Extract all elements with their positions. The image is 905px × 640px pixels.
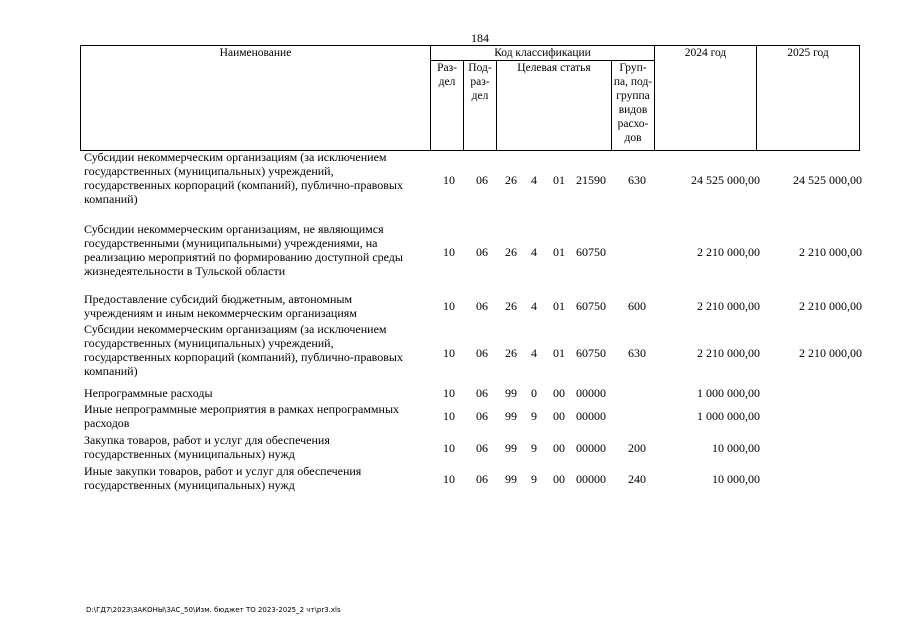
sum-2024-cell: 1 000 000,00 — [697, 386, 760, 400]
row-name: Субсидии некоммерческим организациям (за исключением государственных (муниципальных) учреждений, государственных корпораций (компаний), публично-правовых компаний) — [84, 322, 403, 378]
target-part3-cell: 01 — [553, 173, 565, 187]
razdel-cell: 10 — [443, 441, 455, 455]
table-row — [0, 292, 905, 322]
target-part2-cell: 4 — [531, 245, 537, 259]
target-part1-cell: 99 — [505, 409, 517, 423]
razdel-cell: 10 — [443, 386, 455, 400]
podrazdel-cell: 06 — [476, 386, 488, 400]
target-part3-cell: 00 — [553, 441, 565, 455]
row-name: Иные закупки товаров, работ и услуг для обеспечения государственных (муниципальных) нужд — [84, 464, 362, 492]
col-name-header: Наименование — [81, 46, 431, 151]
col-2024-header: 2024 год — [655, 46, 757, 151]
row-name: Предоставление субсидий бюджетным, автономным учреждениям и иным некоммерческим организациям — [84, 292, 357, 320]
table-row — [0, 150, 905, 210]
table-row — [0, 402, 905, 432]
row-name: Закупка товаров, работ и услуг для обеспечения государственных (муниципальных) нужд — [84, 433, 330, 461]
table-row — [0, 386, 905, 402]
razdel-cell: 10 — [443, 245, 455, 259]
razdel-cell: 10 — [443, 409, 455, 423]
col-2025-header: 2025 год — [757, 46, 860, 151]
target-part2-cell: 4 — [531, 173, 537, 187]
target-part4-cell: 00000 — [576, 409, 606, 423]
sum-2024-cell: 24 525 000,00 — [691, 173, 760, 187]
target-part1-cell: 26 — [505, 299, 517, 313]
podrazdel-cell: 06 — [476, 472, 488, 486]
row-name: Субсидии некоммерческим организациям (за исключением государственных (муниципальных) учреждений, государственных корпораций (компаний), публично-правовых компаний) — [84, 150, 403, 206]
table-row — [0, 322, 905, 382]
group-cell: 600 — [628, 299, 646, 313]
target-part2-cell: 9 — [531, 441, 537, 455]
table-row — [0, 464, 905, 494]
page-number: 184 — [471, 31, 489, 45]
target-part1-cell: 26 — [505, 173, 517, 187]
target-part1-cell: 26 — [505, 346, 517, 360]
target-part4-cell: 00000 — [576, 386, 606, 400]
row-name: Иные непрограммные мероприятия в рамках непрограммных расходов — [84, 402, 400, 430]
target-part4-cell: 00000 — [576, 441, 606, 455]
target-part3-cell: 01 — [553, 299, 565, 313]
table-row — [0, 433, 905, 463]
target-part3-cell: 00 — [553, 409, 565, 423]
sum-2024-cell: 1 000 000,00 — [697, 409, 760, 423]
sum-2025-cell: 2 210 000,00 — [799, 245, 862, 259]
table-header — [80, 45, 860, 151]
target-part4-cell: 60750 — [576, 299, 606, 313]
sum-2024-cell: 2 210 000,00 — [697, 346, 760, 360]
sum-2024-cell: 2 210 000,00 — [697, 299, 760, 313]
podrazdel-cell: 06 — [476, 245, 488, 259]
razdel-cell: 10 — [443, 173, 455, 187]
sum-2025-cell: 2 210 000,00 — [799, 299, 862, 313]
col-podrazdel-header: Под- раз- дел — [464, 61, 497, 151]
razdel-cell: 10 — [443, 472, 455, 486]
target-part1-cell: 99 — [505, 441, 517, 455]
podrazdel-cell: 06 — [476, 299, 488, 313]
sum-2024-cell: 10 000,00 — [712, 472, 760, 486]
group-cell: 240 — [628, 472, 646, 486]
col-target-header: Целевая статья — [497, 61, 612, 151]
col-code-header: Код классификации — [431, 46, 655, 61]
razdel-cell: 10 — [443, 346, 455, 360]
group-cell: 630 — [628, 346, 646, 360]
target-part3-cell: 01 — [553, 346, 565, 360]
target-part2-cell: 9 — [531, 409, 537, 423]
target-part1-cell: 26 — [505, 245, 517, 259]
group-cell: 200 — [628, 441, 646, 455]
podrazdel-cell: 06 — [476, 346, 488, 360]
group-cell: 630 — [628, 173, 646, 187]
row-name: Непрограммные расходы — [84, 386, 213, 400]
sum-2024-cell: 2 210 000,00 — [697, 245, 760, 259]
target-part1-cell: 99 — [505, 472, 517, 486]
target-part4-cell: 60750 — [576, 346, 606, 360]
col-razdel-header: Раз- дел — [431, 61, 464, 151]
table-row — [0, 222, 905, 282]
target-part4-cell: 21590 — [576, 173, 606, 187]
target-part1-cell: 99 — [505, 386, 517, 400]
podrazdel-cell: 06 — [476, 173, 488, 187]
razdel-cell: 10 — [443, 299, 455, 313]
sum-2025-cell: 2 210 000,00 — [799, 346, 862, 360]
sum-2024-cell: 10 000,00 — [712, 441, 760, 455]
sum-2025-cell: 24 525 000,00 — [793, 173, 862, 187]
target-part3-cell: 00 — [553, 472, 565, 486]
row-name: Субсидии некоммерческим организациям, не являющимся государственными (муниципальными) учреждениями, на реализацию мероприятий по формированию доступной среды жизнедеятельности в Тульской области — [84, 222, 403, 278]
podrazdel-cell: 06 — [476, 409, 488, 423]
podrazdel-cell: 06 — [476, 441, 488, 455]
col-group-header: Груп- па, под- группа видов расхо- дов — [612, 61, 655, 151]
target-part3-cell: 00 — [553, 386, 565, 400]
target-part2-cell: 9 — [531, 472, 537, 486]
target-part2-cell: 4 — [531, 346, 537, 360]
target-part4-cell: 00000 — [576, 472, 606, 486]
target-part4-cell: 60750 — [576, 245, 606, 259]
target-part3-cell: 01 — [553, 245, 565, 259]
target-part2-cell: 4 — [531, 299, 537, 313]
target-part2-cell: 0 — [531, 386, 537, 400]
file-path-footer: D:\ГД7\2023\ЗАКОНЫ\ЗАС_50\Изм. бюджет ТО 2023-2025_2 чт\pr3.xls — [86, 606, 341, 614]
